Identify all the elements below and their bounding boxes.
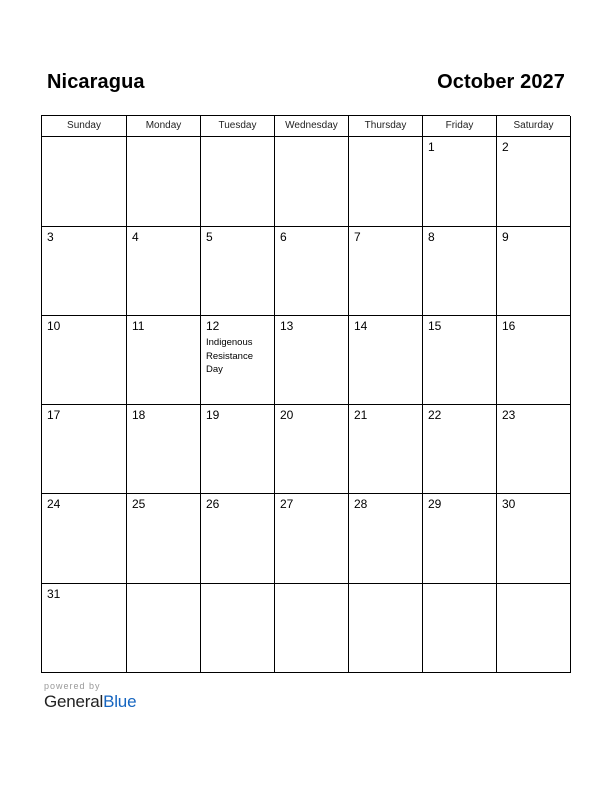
day-cell <box>275 584 349 673</box>
day-number: 20 <box>280 408 294 422</box>
day-cell <box>201 316 275 405</box>
weekday-header: Saturday <box>497 116 571 137</box>
day-cell <box>275 405 349 494</box>
day-cell <box>127 584 201 673</box>
day-number: 18 <box>132 408 146 422</box>
day-cell <box>275 494 349 584</box>
day-number: 5 <box>206 230 213 244</box>
day-number: 24 <box>47 497 61 511</box>
month-year-title: October 2027 <box>437 71 565 93</box>
day-number: 3 <box>47 230 54 244</box>
day-cell <box>127 316 201 405</box>
day-number: 9 <box>502 230 509 244</box>
day-number: 27 <box>280 497 294 511</box>
day-cell <box>201 227 275 316</box>
day-number: 15 <box>428 319 442 333</box>
weekday-header: Tuesday <box>201 116 275 137</box>
day-cell <box>275 227 349 316</box>
day-number: 19 <box>206 408 220 422</box>
powered-by-label: powered by <box>44 681 101 691</box>
brand-general: General <box>44 692 104 711</box>
day-cell <box>497 316 571 405</box>
day-cell <box>127 405 201 494</box>
day-cell <box>127 137 201 227</box>
day-cell <box>349 316 423 405</box>
day-number: 30 <box>502 497 516 511</box>
day-number: 6 <box>280 230 287 244</box>
day-number: 8 <box>428 230 435 244</box>
day-cell <box>42 227 127 316</box>
brand-name <box>44 692 136 712</box>
day-number: 11 <box>132 319 145 333</box>
day-cell <box>42 494 127 584</box>
day-cell <box>42 137 127 227</box>
day-number: 1 <box>428 140 435 154</box>
day-number: 7 <box>354 230 361 244</box>
day-cell <box>275 137 349 227</box>
day-number: 17 <box>47 408 61 422</box>
day-number: 12 <box>206 319 220 333</box>
weekday-header: Wednesday <box>275 116 349 137</box>
calendar-grid <box>41 115 570 673</box>
day-number: 4 <box>132 230 139 244</box>
day-cell <box>201 405 275 494</box>
day-cell <box>423 227 497 316</box>
day-cell <box>127 494 201 584</box>
day-cell <box>349 584 423 673</box>
day-cell <box>497 227 571 316</box>
day-cell <box>42 405 127 494</box>
day-cell <box>275 316 349 405</box>
day-cell <box>497 137 571 227</box>
day-number: 25 <box>132 497 146 511</box>
day-cell <box>497 494 571 584</box>
day-number: 21 <box>354 408 368 422</box>
day-number: 28 <box>354 497 368 511</box>
day-number: 14 <box>354 319 368 333</box>
day-cell <box>349 405 423 494</box>
day-number: 2 <box>502 140 509 154</box>
day-cell <box>349 494 423 584</box>
day-cell <box>42 316 127 405</box>
day-cell <box>201 584 275 673</box>
day-cell <box>423 494 497 584</box>
day-number: 22 <box>428 408 442 422</box>
day-number: 16 <box>502 319 516 333</box>
day-cell <box>423 316 497 405</box>
day-number: 26 <box>206 497 220 511</box>
day-cell <box>349 137 423 227</box>
brand-blue: Blue <box>103 692 137 711</box>
day-number: 31 <box>47 587 61 601</box>
weekday-header: Monday <box>127 116 201 137</box>
country-title: Nicaragua <box>47 71 145 93</box>
day-cell <box>349 227 423 316</box>
day-cell <box>42 584 127 673</box>
weekday-header: Thursday <box>349 116 423 137</box>
day-cell <box>497 584 571 673</box>
day-number: 10 <box>47 319 61 333</box>
weekday-header: Friday <box>423 116 497 137</box>
day-number: 13 <box>280 319 294 333</box>
day-cell <box>201 494 275 584</box>
day-cell <box>423 584 497 673</box>
day-cell <box>423 137 497 227</box>
weekday-header: Sunday <box>42 116 127 137</box>
day-number: 23 <box>502 408 516 422</box>
brand-logo <box>44 681 136 712</box>
holiday-label: Indigenous Resistance Day <box>206 337 253 375</box>
day-cell <box>201 137 275 227</box>
day-cell <box>497 405 571 494</box>
day-cell <box>127 227 201 316</box>
day-number: 29 <box>428 497 442 511</box>
day-cell <box>423 405 497 494</box>
